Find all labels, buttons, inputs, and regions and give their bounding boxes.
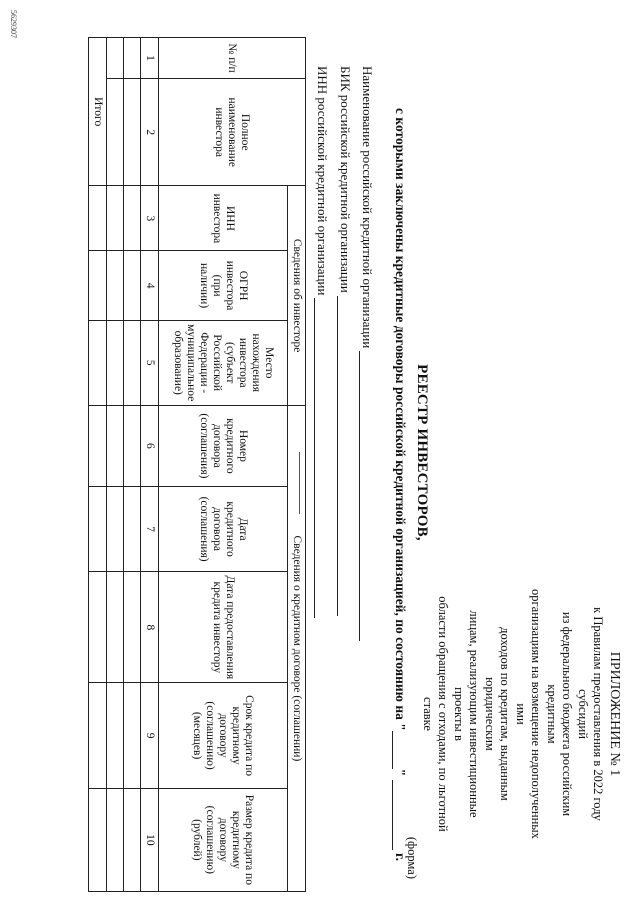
- table-cell[interactable]: [107, 79, 124, 186]
- total-row: [89, 38, 107, 892]
- document-code: 5629307: [9, 10, 18, 38]
- col-header-location: Место нахождения инвестора (субъект Российской Федерации - муниципальное образование): [159, 320, 288, 405]
- group-header-investor: Сведения об инвесторе: [288, 186, 306, 405]
- col-header-credit-date: Дата предоставления кредита инвестору: [159, 572, 288, 683]
- table-cell[interactable]: [107, 683, 124, 788]
- table-cell[interactable]: [124, 251, 141, 320]
- column-number: 8: [141, 572, 159, 683]
- table-cell[interactable]: [107, 320, 124, 405]
- column-number: 9: [141, 683, 159, 788]
- subtitle-quote: ": [393, 768, 408, 777]
- org-inn-label: ИНН российской кредитной организации: [315, 66, 330, 296]
- table-cell[interactable]: [107, 251, 124, 320]
- col-header-contract-date: Дата кредитного договора (соглашения): [159, 487, 288, 572]
- appendix-line: области обращения с отходами, по льготной ставке: [421, 596, 451, 832]
- table-row: [107, 38, 124, 892]
- table-cell[interactable]: [89, 251, 107, 320]
- table-cell[interactable]: [124, 320, 141, 405]
- org-name-label: Наименование российской кредитной организации: [360, 66, 375, 349]
- org-bik-label: БИК российской кредитной организации: [338, 66, 353, 293]
- table-group-header-row: [288, 38, 306, 892]
- column-number: 10: [141, 788, 159, 891]
- month-year-blank[interactable]: [392, 780, 405, 850]
- column-number: 7: [141, 487, 159, 572]
- appendix-line: к Правилам предоставления в 2022 году субсидий: [576, 607, 606, 821]
- column-number: 4: [141, 251, 159, 320]
- column-number: 2: [141, 79, 159, 186]
- column-number: 6: [141, 405, 159, 486]
- table-cell[interactable]: [124, 788, 141, 891]
- org-bik-line: [337, 66, 353, 616]
- table-cell[interactable]: [89, 320, 107, 405]
- appendix-block: [404, 589, 622, 879]
- table-cell[interactable]: [89, 487, 107, 572]
- table-row: [124, 38, 141, 892]
- column-number: 5: [141, 320, 159, 405]
- document-subtitle: [392, 108, 408, 861]
- org-inn-line: [314, 66, 330, 618]
- day-blank[interactable]: [392, 731, 405, 769]
- table-cell[interactable]: [89, 186, 107, 251]
- table-cell[interactable]: [89, 683, 107, 788]
- table-cell[interactable]: [89, 572, 107, 683]
- subtitle-text: с которыми заключены кредитные договоры российской кредитной организацией, по состоянию на ": [393, 108, 408, 731]
- org-name-field[interactable]: [359, 351, 372, 641]
- table-cell[interactable]: [107, 405, 124, 486]
- group-header-credit: Сведения о кредитном договоре (соглашении): [288, 405, 306, 891]
- table-cell[interactable]: [124, 487, 141, 572]
- table-cell[interactable]: [107, 186, 124, 251]
- table-cell[interactable]: [89, 405, 107, 486]
- table-cell[interactable]: [107, 38, 124, 79]
- org-name-line: [359, 66, 375, 641]
- column-number-row: [141, 38, 159, 892]
- total-label: Итого: [89, 38, 107, 186]
- col-header-credit-amount: Размер кредита по кредитному договору (соглашению) (рублей): [159, 788, 288, 891]
- col-header-credit-term: Срок кредита по кредитному договору (соглашению) (месяцев): [159, 683, 288, 788]
- year-suffix: г.: [393, 853, 408, 861]
- table-cell[interactable]: [107, 572, 124, 683]
- table-cell[interactable]: [107, 788, 124, 891]
- col-header-number: № п/п: [159, 38, 306, 79]
- table-cell[interactable]: [124, 38, 141, 79]
- table-cell[interactable]: [124, 683, 141, 788]
- table-cell[interactable]: [89, 788, 107, 891]
- table-cell[interactable]: [124, 405, 141, 486]
- column-number: 1: [141, 38, 159, 79]
- org-bik-field[interactable]: [337, 296, 350, 616]
- appendix-line: организациям на возмещение недополученных ими: [514, 589, 544, 839]
- appendix-line: лицам, реализующим инвестиционные проекты в: [452, 610, 482, 818]
- table-cell[interactable]: [124, 186, 141, 251]
- column-number: 3: [141, 186, 159, 251]
- col-header-contract-number: Номер кредитного договора (соглашения): [159, 405, 288, 486]
- appendix-line: из федерального бюджета российским кредитным: [545, 611, 575, 817]
- form-label: (форма): [405, 836, 420, 879]
- table-cell[interactable]: [124, 572, 141, 683]
- table-cell[interactable]: [107, 487, 124, 572]
- table-cell[interactable]: [124, 79, 141, 186]
- appendix-heading: ПРИЛОЖЕНИЕ № 1: [607, 651, 622, 777]
- document-title: РЕЕСТР ИНВЕСТОРОВ,: [414, 364, 430, 541]
- col-header-ogrn: ОГРН инвестора (при наличии): [159, 251, 288, 320]
- appendix-line: доходов по кредитам, выданным юридическим: [483, 627, 513, 801]
- investor-register-table: [88, 37, 306, 892]
- org-inn-field[interactable]: [314, 298, 327, 618]
- col-header-full-name: Полное наименование инвестора: [159, 79, 306, 186]
- col-header-inn: ИНН инвестора: [159, 186, 288, 251]
